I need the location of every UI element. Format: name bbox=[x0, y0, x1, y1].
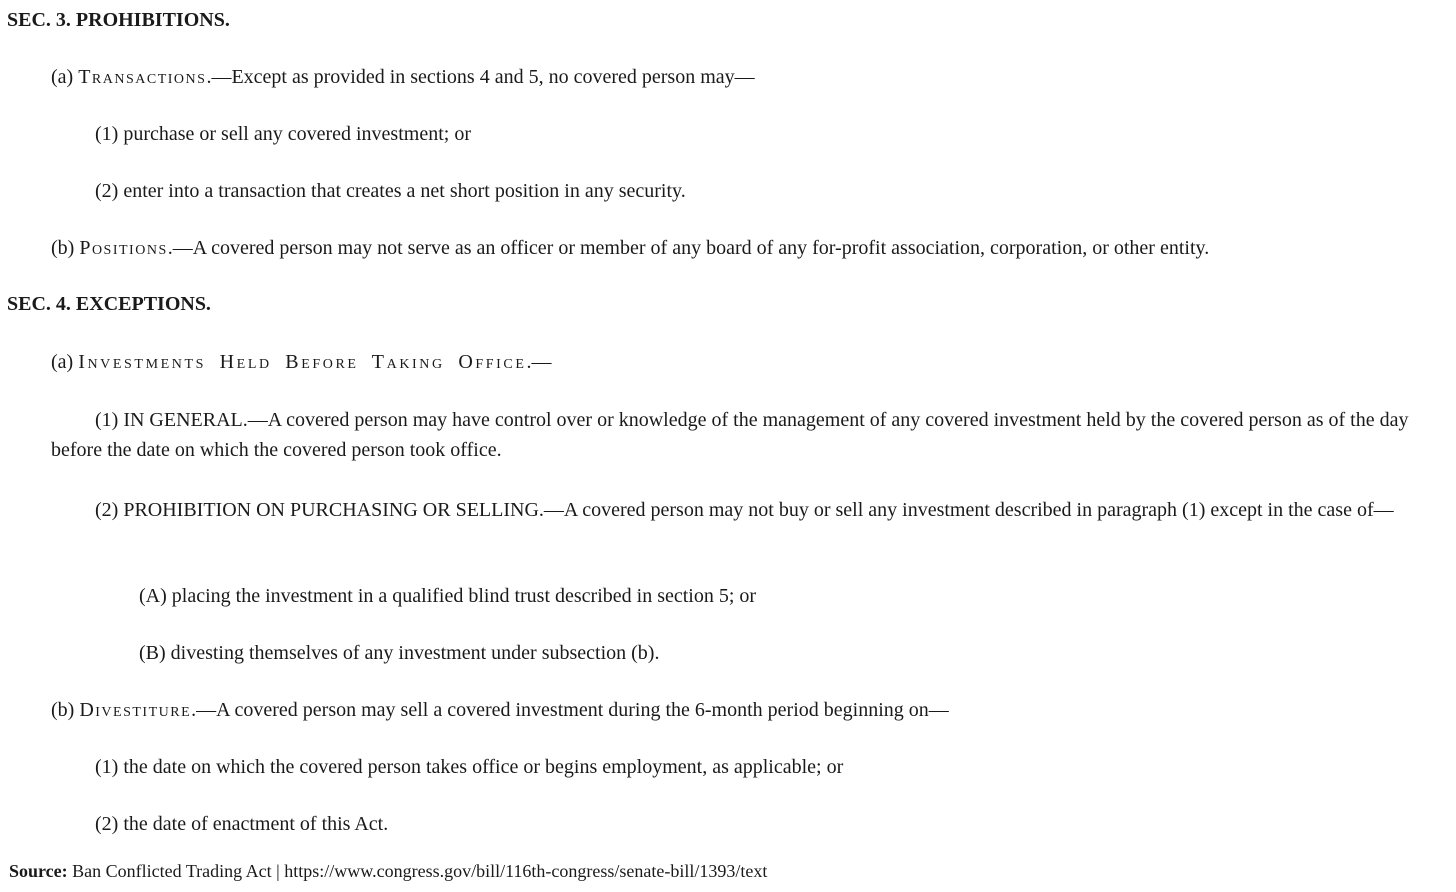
subsection-title: Investments Held Before Taking Office bbox=[78, 351, 527, 373]
sec4-subsection-a bbox=[51, 347, 551, 377]
subsection-text: .—Except as provided in sections 4 and 5, no covered person may— bbox=[206, 66, 755, 88]
section-3-heading: SEC. 3. PROHIBITIONS. bbox=[7, 9, 230, 31]
subsection-title: Transactions bbox=[78, 66, 207, 88]
subsection-title: Divestiture bbox=[79, 699, 192, 721]
sec4-subsection-b bbox=[51, 695, 949, 725]
subsection-marker: (a) bbox=[51, 66, 74, 88]
sec3-paragraph-a1: (1) purchase or sell any covered investment; or bbox=[95, 123, 471, 145]
sec4-subparagraph-a2A: (A) placing the investment in a qualified blind trust described in section 5; or bbox=[139, 585, 757, 607]
subsection-text: .—A covered person may not serve as an officer or member of any board of any for-profit association, corporation, or other entity. bbox=[167, 237, 1210, 259]
subsection-marker: (b) bbox=[51, 699, 75, 721]
sec3-subsection-a bbox=[51, 62, 755, 92]
source-citation bbox=[9, 857, 767, 885]
sec4-paragraph-a1: (1) IN GENERAL.—A covered person may have control over or knowledge of the management of any covered investment held by the covered person as of the day before the date on which the covered person took office. bbox=[51, 409, 1409, 461]
section-4-heading: SEC. 4. EXCEPTIONS. bbox=[7, 293, 211, 315]
subsection-marker: (b) bbox=[51, 237, 75, 259]
sec3-subsection-b bbox=[51, 233, 1209, 263]
sec4-subparagraph-a2B: (B) divesting themselves of any investment under subsection (b). bbox=[139, 642, 660, 664]
sec4-paragraph-b1: (1) the date on which the covered person takes office or begins employment, as applicable; or bbox=[95, 756, 844, 778]
source-label: Source: bbox=[9, 861, 68, 881]
sec3-paragraph-a2: (2) enter into a transaction that creates a net short position in any security. bbox=[95, 180, 686, 202]
sec4-paragraph-a2: (2) PROHIBITION ON PURCHASING OR SELLING.—A covered person may not buy or sell any investment described in paragraph (1) except in the case of— bbox=[95, 499, 1394, 521]
source-text: Ban Conflicted Trading Act | https://www.congress.gov/bill/116th-congress/senate-bill/1393/text bbox=[72, 861, 768, 881]
subsection-text: .— bbox=[526, 351, 552, 373]
sec4-paragraph-b2: (2) the date of enactment of this Act. bbox=[95, 813, 389, 835]
subsection-text: .—A covered person may sell a covered investment during the 6-month period beginning on— bbox=[191, 699, 949, 721]
subsection-marker: (a) bbox=[51, 351, 74, 373]
subsection-title: Positions bbox=[79, 237, 168, 259]
